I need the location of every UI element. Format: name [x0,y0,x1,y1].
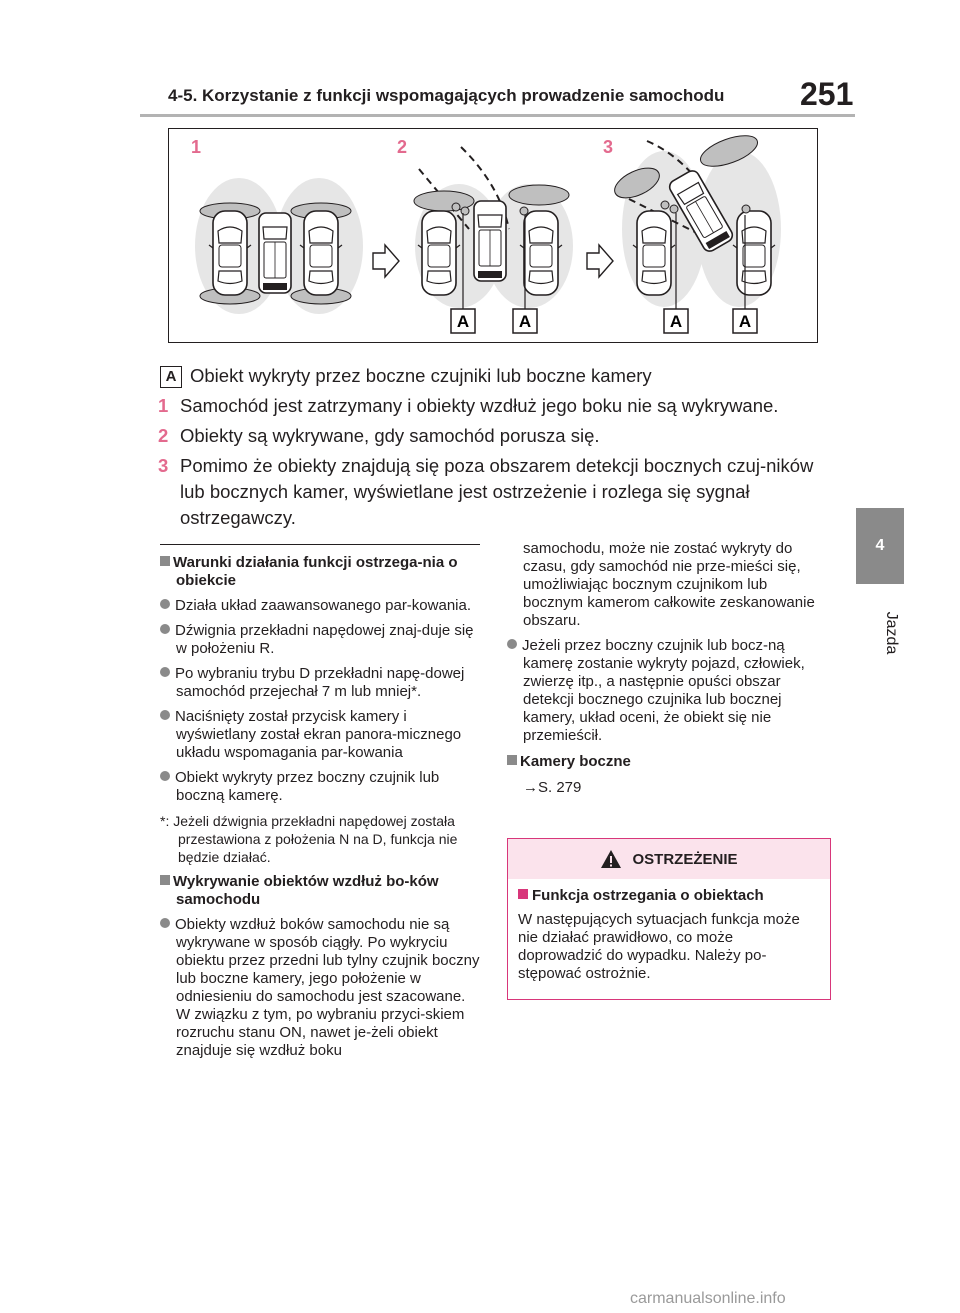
parking-diagram-svg [169,129,819,344]
bullet-item: Jeżeli przez boczny czujnik lub bocz-ną kamerę zostanie wykryty pojazd, człowiek, zwierzę itp., a następnie opuści obszar detekcji bocznego czujnika lub bocznej kamery, układ oceni, że obiekt się nie przemieścił. [507,637,831,745]
square-bullet-icon [160,875,170,885]
round-bullet-icon [160,771,170,781]
svg-text:A: A [669,312,683,331]
round-bullet-icon [160,599,170,609]
header-title: 4-5. Korzystanie z funkcji wspomagających prowadzenie samochodu [168,86,725,105]
section-heading-side-detection: Wykrywanie obiektów wzdłuż bo-ków samochodu [160,873,482,909]
footer-watermark: carmanualsonline.info [630,1290,786,1307]
bullet-item: Dźwignia przekładni napędowej znaj-duje się w położeniu R. [160,622,482,658]
step-3-scene [610,129,781,309]
marker-a-3 [664,309,688,333]
legend-a-text: Obiekt wykryty przez boczne czujniki lub boczne kamery [190,365,652,386]
legend-a-marker: A [160,366,182,388]
bullet-item: Obiekt wykryty przez boczny czujnik lub boczną kamerę. [160,769,482,805]
svg-text:A: A [456,312,470,331]
square-bullet-icon [507,755,517,765]
legend-a [160,363,840,389]
page-reference: →S. 279 [523,779,582,796]
warning-text: W następujących sytuacjach funkcja może nie działać prawidłowo, co może doprowadzić do wypadku. Należy po-stępować ostrożnie. [518,911,800,982]
warning-body [508,879,830,991]
header-divider [140,114,855,117]
warning-triangle-icon [600,849,622,869]
legend-item-number: 3 [158,455,169,476]
chapter-tab [856,508,904,584]
warning-box [507,838,831,1000]
step-1-arrow [373,245,399,277]
marker-a-2 [513,309,537,333]
warning-title: OSTRZEŻENIE [632,850,738,868]
svg-text:A: A [518,312,532,331]
square-bullet-icon [160,556,170,566]
svg-text:A: A [738,312,752,331]
step-2-scene [414,147,573,309]
footnote: *: Jeżeli dźwignia przekładni napędowej została przestawiona z położenia N na D, funkcja nie będzie działać. [160,813,458,865]
right-column [507,540,831,797]
round-bullet-icon [160,710,170,720]
legend-item-text: Obiekty są wykrywane, gdy samochód porusza się. [180,425,600,446]
chapter-label-text: Jazda [883,611,900,655]
parking-illustration [168,128,818,343]
chapter-number: 4 [875,537,885,554]
step-label-3: 3 [603,137,614,157]
round-bullet-icon [160,667,170,677]
legend-item-text: Samochód jest zatrzymany i obiekty wzdłuż jego boku nie są wykrywane. [180,395,779,416]
page-number: 251 [800,76,854,112]
step-1-scene [195,178,363,314]
step-label-1: 1 [191,137,202,157]
square-bullet-icon [518,889,528,899]
paragraph-continuation: samochodu, może nie zostać wykryty do czasu, gdy samochód nie prze-mieści się, umożliwiając bocznym czujnikom lub bocznym kamerom całkowite zeskanowanie obszaru. [523,540,815,629]
legend-item-1 [158,393,838,419]
left-column [160,554,482,1060]
legend-item-3 [158,453,828,531]
legend-item-2 [158,423,838,449]
warning-header [508,839,830,879]
bullet-item: Obiekty wzdłuż boków samochodu nie są wykrywane w sposób ciągły. Po wykryciu obiektu przez przedni lub tylny czujnik boczny lub boczne kamery, jego położenie w odniesieniu do samochodu jest szacowane. W związku z tym, po wybraniu przyci-skiem rozruchu stanu ON, nawet je-żeli obiekt znajduje się wzdłuż boku [160,916,482,1060]
column-divider [160,544,480,545]
step-label-2: 2 [397,137,408,157]
legend-item-text: Pomimo że obiekty znajdują się poza obszarem detekcji bocznych czuj-ników lub bocznych kamer, wyświetlane jest ostrzeżenie i rozlega się sygnał ostrzegawczy. [180,455,814,528]
chapter-label [880,588,902,678]
round-bullet-icon [507,639,517,649]
warning-heading: Funkcja ostrzegania o obiektach [518,887,820,905]
round-bullet-icon [160,918,170,928]
marker-a-1 [451,309,475,333]
step-2-arrow [587,245,613,277]
legend-item-number: 1 [158,395,169,416]
bullet-item: Po wybraniu trybu D przekładni napę-dowej samochód przejechał 7 m lub mniej*. [160,665,482,701]
round-bullet-icon [160,624,170,634]
bullet-item: Działa układ zaawansowanego par-kowania. [160,597,482,615]
section-heading-side-cameras: Kamery boczne [507,753,831,771]
bullet-item: Naciśnięty został przycisk kamery i wyświetlany został ekran panora-micznego układu wspomagania par-kowania [160,708,482,762]
section-heading-conditions: Warunki działania funkcji ostrzega-nia o obiekcie [160,554,482,590]
marker-a-4 [733,309,757,333]
legend-item-number: 2 [158,425,169,446]
